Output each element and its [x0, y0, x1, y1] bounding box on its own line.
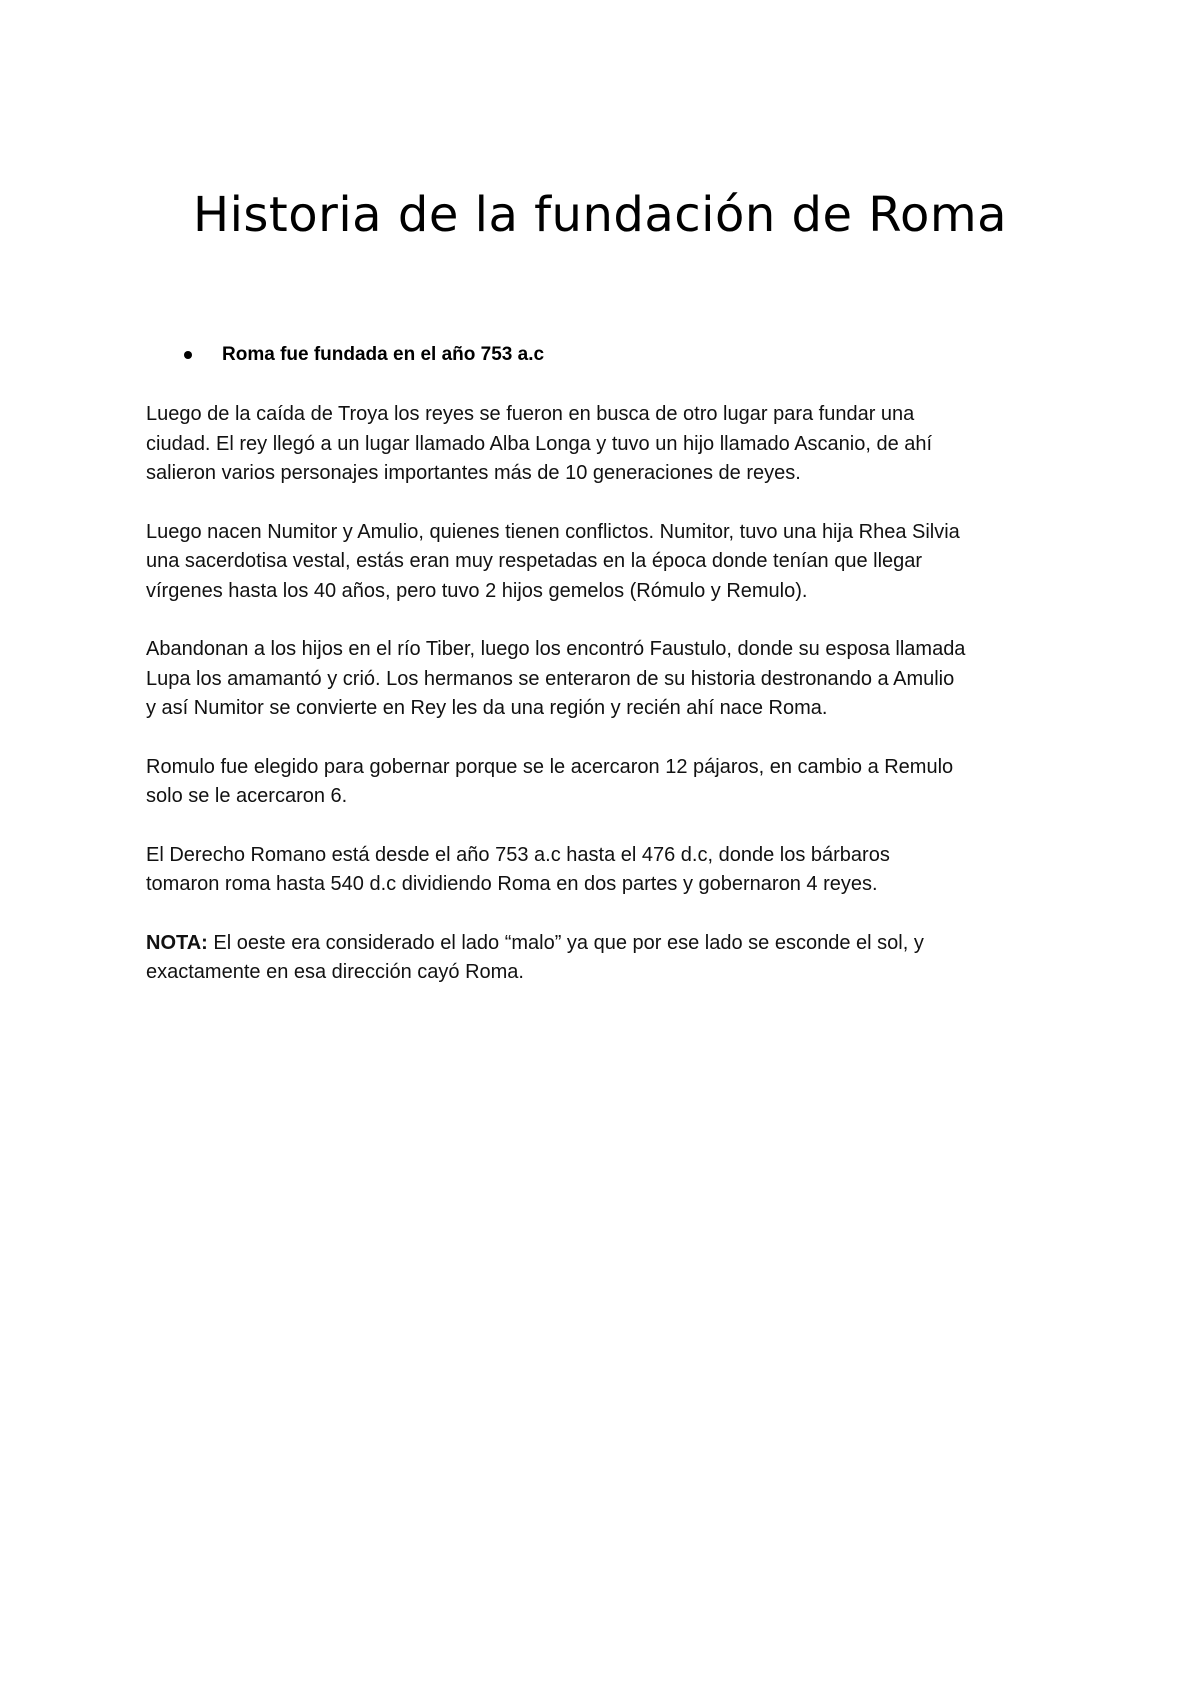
line: tomaron roma hasta 540 d.c dividiendo Roma en dos partes y gobernaron 4 reyes. [146, 873, 878, 895]
note-paragraph [146, 929, 1076, 988]
paragraph-1 [146, 400, 1076, 489]
paragraph-4 [146, 753, 1076, 812]
line: ciudad. El rey llegó a un lugar llamado Alba Longa y tuvo un hijo llamado Ascanio, de ahí [146, 432, 933, 455]
paragraph-2 [146, 518, 1076, 607]
line: Luego nacen Numitor y Amulio, quienes tienen conflictos. Numitor, tuvo una hija Rhea Silvia [146, 520, 960, 543]
line: vírgenes hasta los 40 años, pero tuvo 2 hijos gemelos (Rómulo y Remulo). [146, 579, 808, 602]
bullet-text: Roma fue fundada en el año 753 a.c [222, 344, 545, 365]
paragraph-3 [146, 635, 1076, 724]
document-title: Historia de la fundación de Roma [192, 187, 1008, 243]
line: El Derecho Romano está desde el año 753 a.c hasta el 476 d.c, donde los bárbaros [146, 843, 890, 866]
line: El oeste era considerado el lado “malo” ya que por ese lado se esconde el sol, y [207, 931, 924, 954]
note-label: NOTA: [146, 931, 208, 954]
line: Luego de la caída de Troya los reyes se fueron en busca de otro lugar para fundar una [146, 403, 915, 425]
document-body [146, 400, 1076, 1017]
line: una sacerdotisa vestal, estás eran muy respetadas en la época donde tenían que llegar [146, 550, 923, 572]
line: Lupa los amamantó y crió. Los hermanos se enteraron de su historia destronando a Amulio [146, 667, 955, 690]
bullet-item [180, 342, 544, 368]
line: Abandonan a los hijos en el río Tiber, luego los encontró Faustulo, donde su esposa llamada [146, 638, 966, 660]
line: solo se le acercaron 6. [146, 785, 348, 807]
paragraph-5 [146, 841, 1076, 900]
line: Romulo fue elegido para gobernar porque se le acercaron 12 pájaros, en cambio a Remulo [146, 755, 954, 778]
line: y así Numitor se convierte en Rey les da una región y recién ahí nace Roma. [146, 697, 828, 719]
line: exactamente en esa dirección cayó Roma. [146, 961, 524, 983]
line: salieron varios personajes importantes más de 10 generaciones de reyes. [146, 462, 801, 484]
bullet-dot-icon [184, 351, 192, 359]
bullet-list [180, 342, 544, 368]
